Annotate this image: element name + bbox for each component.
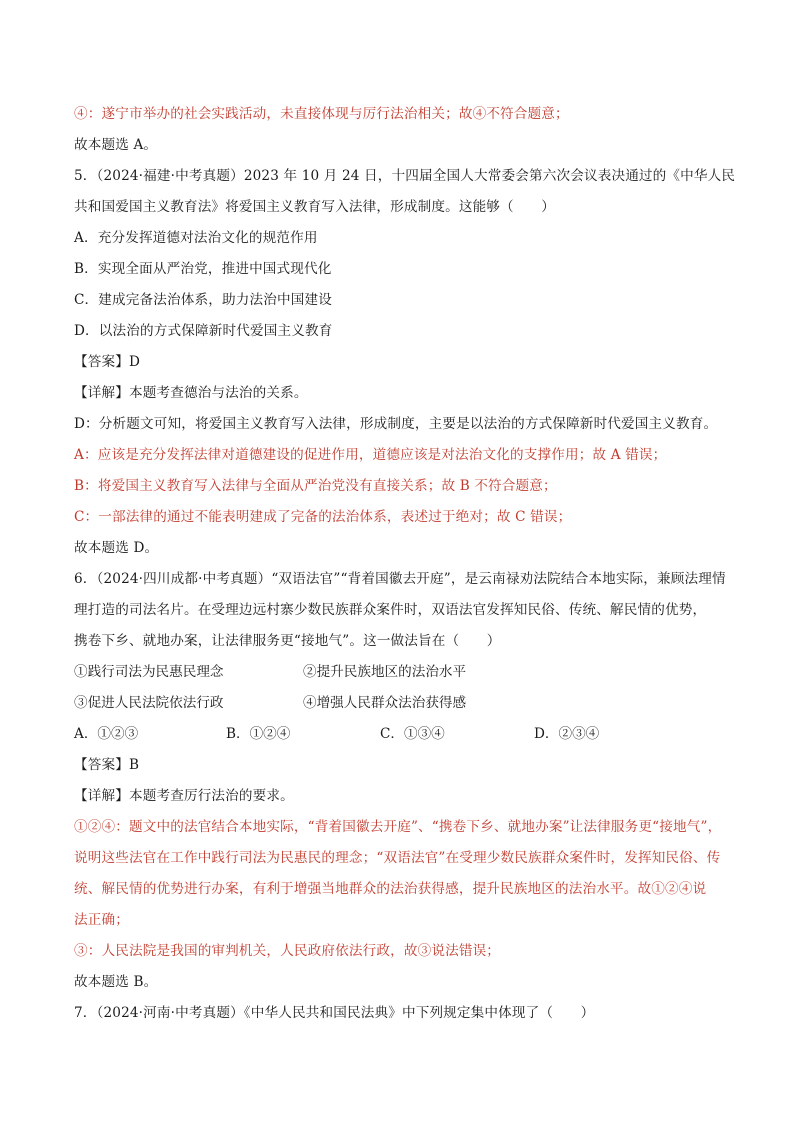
text-line: 共和国爱国主义教育法》将爱国主义教育写入法律，形成制度。这能够（ ）: [74, 199, 556, 215]
statement-option: ③促进人民法院依法行政: [74, 695, 224, 711]
text-line: 【答案】D: [74, 354, 141, 370]
text-line: 故本题选 D。: [74, 540, 159, 556]
text-line: ④：遂宁市举办的社会实践活动，未直接体现与厉行法治相关；故④不符合题意；: [74, 106, 569, 122]
text-line: 【详解】本题考查德治与法治的关系。: [74, 385, 308, 401]
text-line: B．实现全面从严治党，推进中国式现代化: [74, 261, 332, 277]
choice-option: D．②③④: [534, 726, 600, 742]
text-line: 【详解】本题考查厉行法治的要求。: [74, 788, 294, 804]
choice-option: C．①③④: [380, 726, 445, 742]
text-line: A：应该是充分发挥法律对道德建设的促进作用，道德应该是对法治文化的支撑作用；故 A 错误；: [74, 447, 667, 463]
text-line: ①②④：题文中的法官结合本地实际，“背着国徽去开庭”、“携卷下乡、就地办案”让法律服务更“接地气”，: [74, 819, 722, 835]
choice-option: B．①②④: [226, 726, 291, 742]
text-line: 5．（2024·福建·中考真题）2023 年 10 月 24 日，十四届全国人大常委会第六次会议表决通过的《中华人民: [74, 168, 736, 184]
text-line: B：将爱国主义教育写入法律与全面从严治党没有直接关系；故 B 不符合题意；: [74, 478, 557, 494]
text-line: 统、解民情的优势进行办案，有利于增强当地群众的法治获得感，提升民族地区的法治水平。故①②④说: [74, 881, 707, 897]
statement-option: ①践行司法为民惠民理念: [74, 664, 224, 680]
text-line: D：分析题文可知，将爱国主义教育写入法律，形成制度，主要是以法治的方式保障新时代爱国主义教育。: [74, 416, 718, 432]
text-line: 携卷下乡、就地办案，让法律服务更“接地气”。这一做法旨在（ ）: [74, 633, 501, 649]
text-line: 故本题选 A。: [74, 137, 158, 153]
text-line: 6．（2024·四川成都·中考真题）“双语法官”“背着国徽去开庭”，是云南禄劝法院结合本地实际，兼顾法理情: [74, 571, 726, 587]
statement-option: ②提升民族地区的法治水平: [303, 664, 467, 680]
text-line: 7．（2024·河南·中考真题）《中华人民共和国民法典》中下列规定集中体现了（ ）: [74, 1005, 595, 1021]
choice-option: A．①②③: [74, 726, 139, 742]
text-line: ③：人民法院是我国的审判机关，人民政府依法行政，故③说法错误；: [74, 943, 501, 959]
statement-option: ④增强人民群众法治获得感: [303, 695, 467, 711]
text-line: 说明这些法官在工作中践行司法为民惠民的理念；“双语法官”在受理少数民族群众案件时，发挥知民俗、传: [74, 850, 721, 866]
text-line: 故本题选 B。: [74, 974, 158, 990]
text-line: 理打造的司法名片。在受理边远村寨少数民族群众案件时，双语法官发挥知民俗、传统、解民情的优势，: [74, 602, 707, 618]
text-line: 【答案】B: [74, 757, 140, 773]
text-line: C．建成完备法治体系，助力法治中国建设: [74, 292, 332, 308]
text-line: C：一部法律的通过不能表明建成了完备的法治体系，表述过于绝对；故 C 错误；: [74, 509, 572, 525]
text-line: A．充分发挥道德对法治文化的规范作用: [74, 230, 318, 246]
text-line: 法正确；: [74, 912, 129, 928]
text-line: D．以法治的方式保障新时代爱国主义教育: [74, 323, 333, 339]
